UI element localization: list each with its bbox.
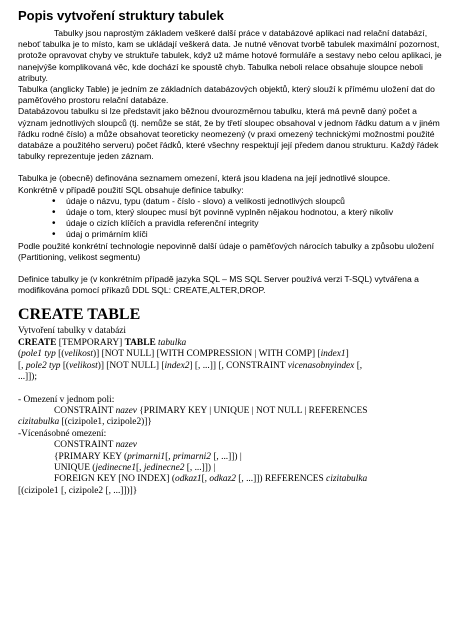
multi-constraint-line-1 — [18, 440, 448, 451]
syntax-text: [(cizipole1, cizipole2)]} — [59, 417, 152, 428]
list-item: • údaje o cizích klíčích a pravidla referenční integrity — [66, 218, 448, 229]
syntax-text: ] — [345, 349, 349, 360]
syntax-param: cizitabulka — [326, 474, 368, 485]
multi-constraint-line-4 — [18, 474, 448, 485]
paragraph-sql-definition: Konkrétně v případě použití SQL obsahuje definice tabulky: — [18, 184, 244, 195]
syntax-param: cizitabulka — [18, 417, 60, 428]
definition-bullet-list — [18, 196, 448, 241]
syntax-text: [, ...]]) REFERENCES — [235, 474, 327, 485]
paragraph-optional-details: Podle použité konkrétní technologie nepovinně další údaje o paměťových nárocích tabulky a způsobu uložení (Partitioning, velikost segmentu) — [18, 240, 434, 262]
syntax-text: )] [NOT NULL] [WITH COMPRESSION | WITH COMP] [ — [93, 349, 321, 360]
spacer — [18, 263, 448, 274]
list-item: • údaje o názvu, typu (datum - číslo - slovo) a velikosti jednotlivých sloupců — [66, 196, 448, 207]
spacer — [18, 384, 448, 395]
syntax-text: [, — [165, 451, 173, 462]
syntax-text: [( — [60, 360, 70, 371]
syntax-param: pole1 — [21, 349, 42, 360]
syntax-text: ( — [18, 349, 22, 360]
single-constraint-line-2 — [18, 417, 448, 428]
list-item: • údaj o primárním klíči — [66, 229, 448, 240]
single-constraint-title: - Omezení v jednom poli: — [18, 394, 115, 405]
syntax-text: {PRIMARY KEY ( — [54, 451, 128, 462]
syntax-line-1 — [18, 338, 448, 349]
syntax-text: UNIQUE ( — [54, 462, 96, 473]
syntax-param: pole2 — [25, 360, 47, 371]
syntax-text: [, — [354, 360, 363, 371]
syntax-text: [( — [58, 349, 65, 360]
syntax-text: ] [, ...]] [, CONSTRAINT — [189, 360, 288, 371]
syntax-param: velikost — [64, 349, 94, 360]
syntax-param: primarni1 — [127, 451, 166, 462]
keyword-create: CREATE — [18, 337, 57, 348]
syntax-text: {PRIMARY KEY | UNIQUE | NOT NULL | REFERENCES — [136, 405, 368, 416]
syntax-text: [, ...]]) | — [210, 451, 242, 462]
syntax-text: FOREIGN KEY [NO INDEX] ( — [54, 474, 175, 485]
list-item: • údaje o tom, který sloupec musí být povinně vyplněn nějakou hodnotou, a který nikoliv — [66, 207, 448, 218]
create-table-intro: Vytvoření tabulky v databázi — [18, 326, 127, 337]
paragraph-constraints: Tabulka je (obecně) definována seznamem omezení, která jsou kladena na její jednotlivé sloupce. — [18, 173, 391, 184]
syntax-line-3 — [18, 361, 448, 372]
syntax-text: )] [NOT NULL] [ — [97, 360, 165, 371]
syntax-param: primarni2 — [172, 451, 211, 462]
syntax-param: index2 — [164, 360, 190, 371]
section-body-table-structure — [18, 28, 448, 296]
syntax-param: typ — [41, 349, 59, 360]
syntax-text: CONSTRAINT — [54, 440, 116, 451]
syntax-line-2 — [18, 349, 448, 360]
syntax-text: [, ...]]) | — [184, 462, 216, 473]
syntax-line-4: ...]]); — [18, 372, 38, 383]
document-page — [18, 8, 448, 497]
spacer — [18, 162, 448, 173]
syntax-text: [, — [201, 474, 210, 485]
syntax-text: [, — [18, 360, 26, 371]
multi-constraint-line-2 — [18, 452, 448, 463]
single-constraint-line-1 — [18, 406, 448, 417]
section-title-table-structure: Popis vytvoření struktury tabulek — [18, 8, 224, 23]
multi-constraint-line-3 — [18, 463, 448, 474]
paragraph-table-concept: Databázovou tabulku si lze představit jako běžnou dvourozměrnou tabulku, která má pevně daný počet a význam jednotlivých sloupců (tj. nemůže se stát, že by třetí sloupec obsahoval v jednom řádku datum a v jiném řádku rodné číslo) a může obsahovat teoreticky neomezený (v praxi omezený technickými možnostmi použité databáze a použitého serveru) počet řádků, které všechny respektují její předem danou strukturu. Každý řádek tabulky reprezentuje jeden záznam. — [18, 106, 440, 162]
syntax-param: vicenasobnyindex — [287, 360, 355, 371]
syntax-param: velikost — [69, 360, 98, 371]
syntax-param: jedinecne1 — [95, 462, 137, 473]
syntax-param: jedinecne2 — [143, 462, 185, 473]
syntax-param: odkaz2 — [209, 474, 236, 485]
section-body-create-table — [18, 326, 448, 497]
multi-constraint-line-5: [(cizipole1 [, cizipole2 [, ...]])]} — [18, 485, 138, 496]
paragraph-table-definition: Tabulka (anglicky Table) je jedním ze základních databázových objektů, který slouží k přímému uložení dat do paměťového prostoru relační databáze. — [18, 84, 435, 106]
syntax-param: index1 — [320, 349, 346, 360]
syntax-text: CONSTRAINT — [54, 405, 116, 416]
syntax-param: typ — [46, 360, 61, 371]
multi-constraint-title: -Vícenásobné omezení: — [18, 428, 107, 439]
syntax-param: odkaz1 — [175, 474, 202, 485]
syntax-text: [, — [136, 462, 144, 473]
syntax-table-name: tabulka — [155, 337, 187, 348]
section-title-create-table: CREATE TABLE — [18, 306, 141, 324]
keyword-table: TABLE — [124, 337, 156, 348]
syntax-temporary: [TEMPORARY] — [56, 337, 125, 348]
syntax-param: nazev — [115, 405, 137, 416]
paragraph-intro: Tabulky jsou naprostým základem veškeré další práce v databázové aplikaci nad relační databází, neboť tabulka je to místo, kam se ukládají veškerá data. Je nutné věnovat tvorbě tabulek maximální pozornost, protože opravovat chyby ve struktuře tabulek, když už máme hotové formuláře a sestavy nebo celou aplikaci, je nanejvýše komplikovaná věc, kde dochází ke spoustě chyb. Tabulka neboli relace obsahuje sloupce neboli atributy. — [18, 28, 442, 83]
syntax-param: nazev — [115, 440, 137, 451]
paragraph-ddl-commands: Definice tabulky je (v konkrétním případě jazyka SQL – MS SQL Server používá verzi T-SQL) vytvářena a modifikována pomocí příkazů DDL SQL: CREATE,ALTER,DROP. — [18, 274, 419, 296]
